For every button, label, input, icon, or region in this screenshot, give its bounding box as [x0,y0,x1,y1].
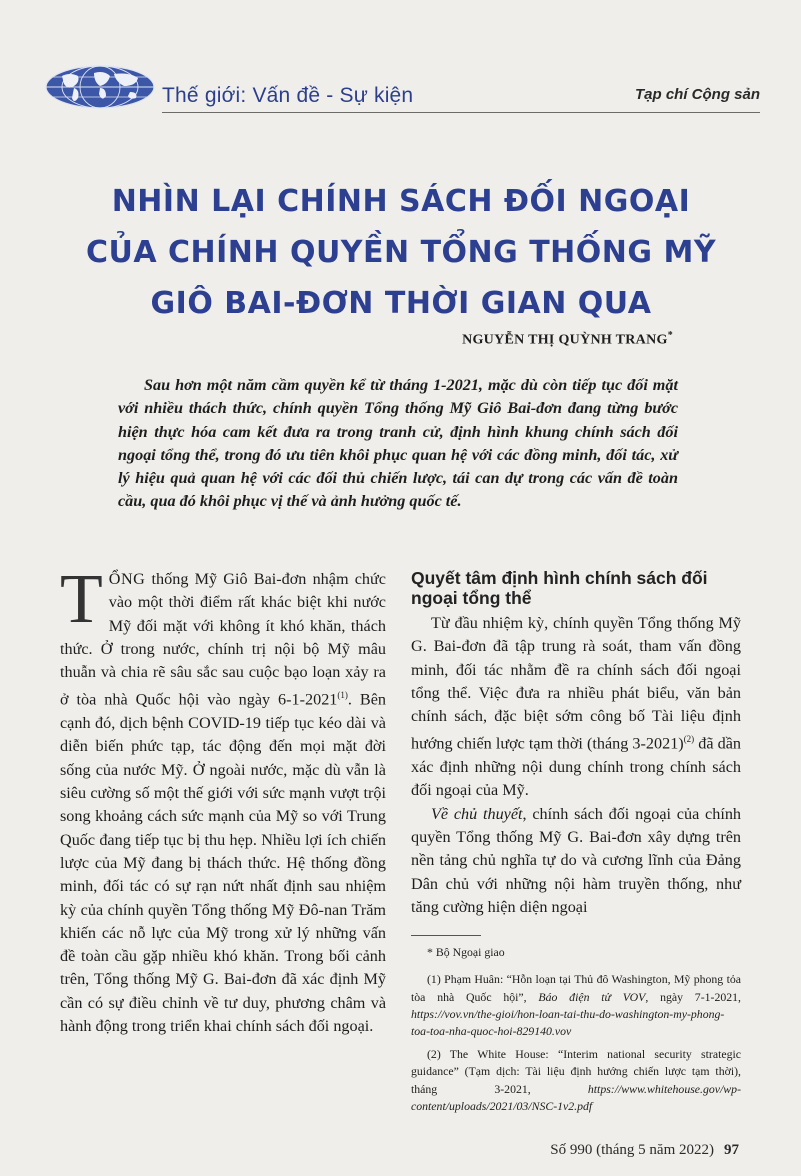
section-heading: Quyết tâm định hình chính sách đối ngoại tổng thể [411,568,708,608]
author-byline [462,330,673,349]
left-column [60,561,386,1038]
author-name: NGUYỄN THỊ QUỲNH TRANG [462,332,668,348]
footnote-ref-2: (2) [683,734,695,745]
footnote-2 [411,1046,741,1115]
footnote-divider [411,935,481,936]
page-number: 97 [724,1142,739,1158]
article-abstract: Sau hơn một năm cầm quyền kể từ tháng 1-2021, mặc dù còn tiếp tục đối mặt với nhiều thách thức, chính quyền Tổng thống Mỹ Giô Bai-đơn đang từng bước hiện thực hóa cam kết đưa ra trong tranh cử, định hình khung chính sách đối ngoại tổng thể, trong đó ưu tiên khôi phục quan hệ với các đồng minh, đối tác, xử lý hiệu quả quan hệ với các đối thủ chiến lược, tái can dự trong các vấn đề toàn cầu, qua đó khôi phục vị thế và ảnh hưởng quốc tế. [118,376,678,511]
affiliation-note: * Bộ Ngoại giao [427,945,505,960]
issue-label: Số 990 (tháng 5 năm 2022) [550,1142,714,1158]
drop-cap: T [60,561,103,638]
intro-paragraph [60,561,386,1038]
intro-text: thống Mỹ Giô Bai-đơn nhậm chức vào một thời điểm rất khác biệt khi nước Mỹ đối mặt với không ít khó khăn, thách thức. Ở trong nước, chính trị nội bộ Mỹ mâu thuẫn và chia rẽ sâu sắc sau cuộc bạo loạn xảy ra ở tòa nhà Quốc hội vào ngày 6-1-2021 [60,570,386,709]
fn2-url: https://www.whitehouse.gov/wp-content/uploads/2021/03/NSC-1v2.pdf [411,1081,741,1113]
journal-name: Tạp chí Cộng sản [634,86,760,103]
globe-icon [44,64,156,110]
fn1-date: , ngày 7-1-2021, [645,989,741,1004]
right-column [411,568,741,1121]
fn1-text: (1) Phạm Huân: “Hỗn loạn tại Thủ đô Washington, Mỹ phong tỏa tòa nhà Quốc hội”, [411,972,741,1004]
section-label: Thế giới: Vấn đề - Sự kiện [162,84,414,107]
fn1-source: Báo điện tử VOV [538,989,646,1004]
fn2-text: (2) The White House: “Interim national security strategic guidance” (Tạm dịch: Tài liệu định hướng chiến lược tạm thời), tháng 3-2021, [411,1047,741,1096]
para2-text: , chính sách đối ngoại của chính quyền Tổng thống Mỹ G. Bai-đơn xây dựng trên nền tảng chủ nghĩa tự do và cương lĩnh của Đảng Dân chủ với những nội hàm truyền thống, như tăng cường hiện diện ngoại [411,804,742,916]
para1-text: Từ đầu nhiệm kỳ, chính quyền Tổng thống Mỹ G. Bai-đơn đã tập trung rà soát, tham vấn đồng minh, đối tác nhằm đề ra chính sách đối ngoại tổng thể. Việc đưa ra nhiều phát biểu, văn bản chính sách, đặc biệt sớm công bố Tài liệu định hướng chiến lược tạm thời (tháng 3-2021) [411,614,741,753]
footnote-1 [411,971,741,1040]
title-line-3: GIÔ BAI-ĐƠN THỜI GIAN QUA [150,286,652,321]
author-footnote-mark: * [667,330,673,341]
intro-text-cont: . Bên cạnh đó, dịch bệnh COVID-19 tiếp tục kéo dài và diễn biến phức tạp, tác động đến mọi mặt đời sống của nước Mỹ. Ở ngoài nước, mặc dù vẫn là siêu cường số một thế giới với sức mạnh vượt trội song khoảng cách sức mạnh của Mỹ so với Trung Quốc đang tiếp tục bị thu hẹp. Nhiều lợi ích chiến lược của Mỹ đang bị thách thức. Hệ thống đồng minh, đối tác có sự rạn nứt nhất định sau nhiệm kỳ của chính quyền Tổng thống Mỹ Đô-nan Trăm khiến các nỗ lực của Mỹ trong xử lý những vấn đề toàn cầu gặp nhiều khó khăn. Trong bối cảnh trên, Tổng thống Mỹ G. Bai-đơn đã xác định Mỹ cần có sự điều chỉnh về tư duy, phương châm và hành động trong triển khai chính sách đối ngoại. [60,690,386,1036]
body-paragraph-1 [411,612,741,803]
page-folio [550,1142,739,1159]
fn1-url: https://vov.vn/the-gioi/hon-loan-tai-thu-do-washington-my-phong-toa-toa-nha-quoc-hoi-829140.vov [411,1006,725,1039]
article-title [60,176,742,329]
para2-emphasis: Về chủ thuyết [431,804,523,823]
footnotes [411,944,741,1115]
lead-word: ỔNG [108,570,146,588]
body-paragraph-2 [411,803,741,919]
title-line-1: NHÌN LẠI CHÍNH SÁCH ĐỐI NGOẠI [111,184,691,219]
title-line-2: CỦA CHÍNH QUYỀN TỔNG THỐNG MỸ [85,235,717,270]
footnote-ref-1: (1) [337,690,348,701]
header-divider [162,112,760,113]
para1-end: đã dần xác định những nội dung chính trong chính sách đối ngoại của Mỹ. [411,734,741,800]
page-header [44,64,760,116]
